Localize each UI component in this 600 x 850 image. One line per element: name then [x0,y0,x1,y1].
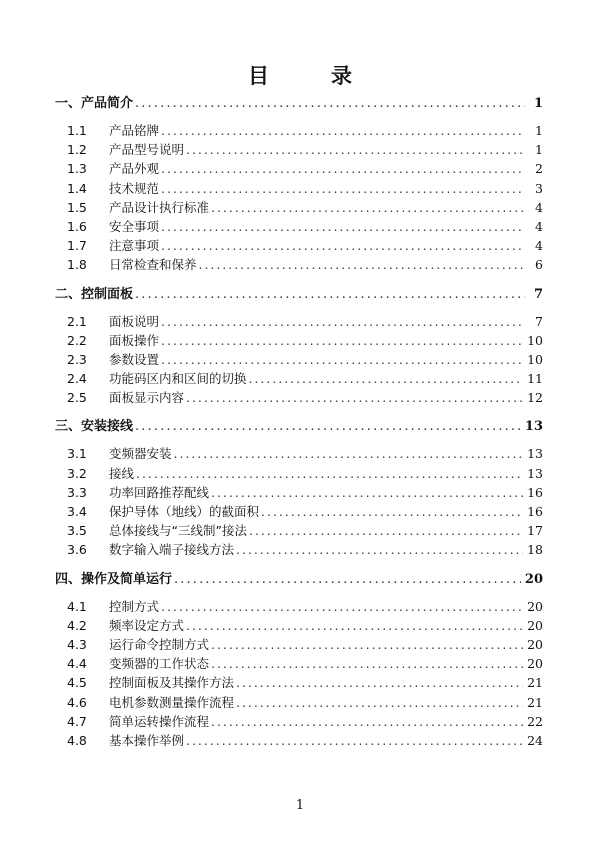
entry-title: 电机参数测量操作流程 [109,694,235,710]
entry-number: 4.4 [67,656,87,672]
chapter-title: 一、产品简介 [55,96,134,111]
entry-number: 2.4 [67,371,87,387]
table-of-contents [55,94,543,750]
leader-dots [236,693,523,712]
entry-number: 1.8 [67,257,87,273]
chapter-title: 三、安装接线 [55,419,134,435]
leader-dots [249,521,523,540]
entry-title: 产品设计执行标准 [109,199,210,215]
leader-dots [136,464,523,483]
entry-title: 变频器的工作状态 [109,656,210,672]
entry-title: 注意事项 [109,238,160,254]
leader-dots [161,331,523,350]
entry-title: 频率设定方式 [109,617,185,633]
entry-page: 13 [527,446,543,462]
entry-page: 17 [527,523,543,539]
entry-number: 1.3 [67,161,87,177]
entry-page: 18 [527,542,543,558]
leader-dots [161,217,525,236]
entry-page: 1 [535,142,543,158]
entry-title: 产品铭牌 [109,123,160,138]
toc-entry[interactable] [55,236,543,255]
entry-page: 20 [527,617,543,633]
entry-page: 2 [535,161,543,177]
toc-entry[interactable] [55,121,543,140]
page-title [0,60,600,90]
leader-dots [211,483,523,502]
entry-page: 12 [527,390,543,406]
toc-entry[interactable] [55,635,543,654]
entry-number: 4.6 [67,694,87,710]
toc-entry[interactable] [55,217,543,236]
entry-title: 功能码区内和区间的切换 [109,371,247,387]
entry-number: 3.6 [67,542,87,558]
entry-page: 21 [527,694,543,710]
chapter-page: 13 [524,419,543,435]
entry-title: 接线 [109,465,135,481]
entry-title: 面板说明 [109,313,160,329]
chapter-page: 20 [524,571,543,587]
toc-entry[interactable] [55,444,543,463]
entry-page: 6 [535,257,543,273]
entry-title: 技术规范 [109,180,160,196]
toc-entry[interactable] [55,140,543,159]
leader-dots [135,285,525,304]
entry-number: 3.3 [67,484,87,500]
toc-entry[interactable] [55,693,543,712]
entry-number: 1.6 [67,218,87,234]
entry-page: 24 [527,732,543,748]
entry-number: 1.4 [67,180,87,196]
entry-title: 控制方式 [109,598,160,614]
entry-number: 3.1 [67,446,87,462]
leader-dots [161,179,525,198]
entry-title: 产品型号说明 [109,142,185,158]
entry-number: 4.8 [67,732,87,748]
leader-dots [161,236,525,255]
toc-entry[interactable] [55,483,543,502]
leader-dots [161,159,525,178]
entry-title: 安全事项 [109,218,160,234]
toc-entry[interactable] [55,198,543,217]
entry-number: 3.2 [67,465,87,481]
leader-dots [161,312,525,331]
entry-page: 10 [527,351,543,367]
entry-title: 面板操作 [109,332,160,348]
entry-page: 3 [535,180,543,196]
chapter-title: 二、控制面板 [55,286,134,302]
leader-dots [135,94,525,113]
leader-dots [174,444,524,463]
entry-number: 3.4 [67,504,87,519]
entry-number: 1.7 [67,238,87,254]
entry-title: 数字输入端子接线方法 [109,542,235,558]
entry-page: 4 [535,199,543,215]
leader-dots [161,350,523,369]
entry-page: 4 [535,238,543,254]
entry-title: 保护导体（地线）的截面积 [109,504,260,519]
entry-title: 基本操作举例 [109,732,185,748]
leader-dots [186,731,523,750]
leader-dots [236,540,523,559]
toc-entry[interactable] [55,369,543,388]
entry-page: 13 [527,465,543,481]
leader-dots [186,140,525,159]
toc-entry[interactable] [55,255,543,274]
toc-entry[interactable] [55,159,543,178]
entry-number: 1.5 [67,199,87,215]
toc-entry[interactable] [55,331,543,350]
toc-entry[interactable] [55,521,543,540]
entry-number: 2.3 [67,351,87,367]
toc-entry[interactable] [55,597,543,616]
leader-dots [211,654,523,673]
entry-title: 日常检查和保养 [109,257,197,273]
entry-number: 4.3 [67,636,87,652]
entry-title: 简单运转操作流程 [109,713,210,729]
footer-page-number: 1 [295,798,305,813]
toc-chapter[interactable] [55,570,543,589]
toc-entry[interactable] [55,616,543,635]
entry-title: 面板显示内容 [109,390,185,406]
chapter-title: 四、操作及简单运行 [55,571,173,587]
toc-entry[interactable] [55,654,543,673]
leader-dots [211,198,525,217]
page-title-part1: 目 [248,64,269,88]
toc-entry[interactable] [55,464,543,483]
entry-number: 1.1 [67,123,87,138]
toc-chapter[interactable] [55,285,543,304]
leader-dots [199,255,525,274]
entry-title: 产品外观 [109,161,160,177]
entry-page: 20 [527,656,543,672]
leader-dots [135,417,521,436]
entry-number: 4.2 [67,617,87,633]
leader-dots [261,502,523,521]
toc-chapter[interactable] [55,417,543,436]
leader-dots [249,369,524,388]
toc-entry[interactable] [55,312,543,331]
toc-entry[interactable] [55,179,543,198]
entry-title: 功率回路推荐配线 [109,484,210,500]
toc-entry[interactable] [55,502,543,521]
leader-dots [211,635,523,654]
toc-entry[interactable] [55,350,543,369]
entry-page: 7 [535,313,543,329]
chapter-page: 7 [533,286,543,302]
entry-page: 4 [535,218,543,234]
toc-entry[interactable] [55,673,543,692]
entry-page: 21 [527,675,543,691]
leader-dots [186,616,523,635]
chapter-page: 1 [533,96,543,111]
entry-number: 3.5 [67,523,87,539]
leader-dots [161,121,525,140]
entry-page: 10 [527,332,543,348]
entry-number: 2.1 [67,313,87,329]
entry-number: 4.5 [67,675,87,691]
entry-number: 2.2 [67,332,87,348]
entry-title: 运行命令控制方式 [109,636,210,652]
entry-page: 20 [527,636,543,652]
leader-dots [186,388,523,407]
page-title-part2: 录 [331,64,352,88]
entry-title: 变频器安装 [109,446,172,462]
toc-entry[interactable] [55,540,543,559]
entry-title: 参数设置 [109,351,160,367]
entry-number: 4.1 [67,598,87,614]
entry-page: 1 [535,123,543,138]
entry-page: 11 [527,371,543,387]
entry-number: 1.2 [67,142,87,158]
entry-page: 22 [527,713,543,729]
entry-title: 控制面板及其操作方法 [109,675,235,691]
entry-number: 2.5 [67,390,87,406]
leader-dots [161,597,523,616]
entry-title: 总体接线与“三线制”接法 [109,523,247,539]
entry-number: 4.7 [67,713,87,729]
toc-entry[interactable] [55,388,543,407]
toc-entry[interactable] [55,712,543,731]
toc-entry[interactable] [55,731,543,750]
leader-dots [236,673,523,692]
leader-dots [211,712,523,731]
entry-page: 20 [527,598,543,614]
toc-chapter[interactable] [55,94,543,113]
entry-page: 16 [527,504,543,519]
leader-dots [174,570,521,589]
entry-page: 16 [527,484,543,500]
